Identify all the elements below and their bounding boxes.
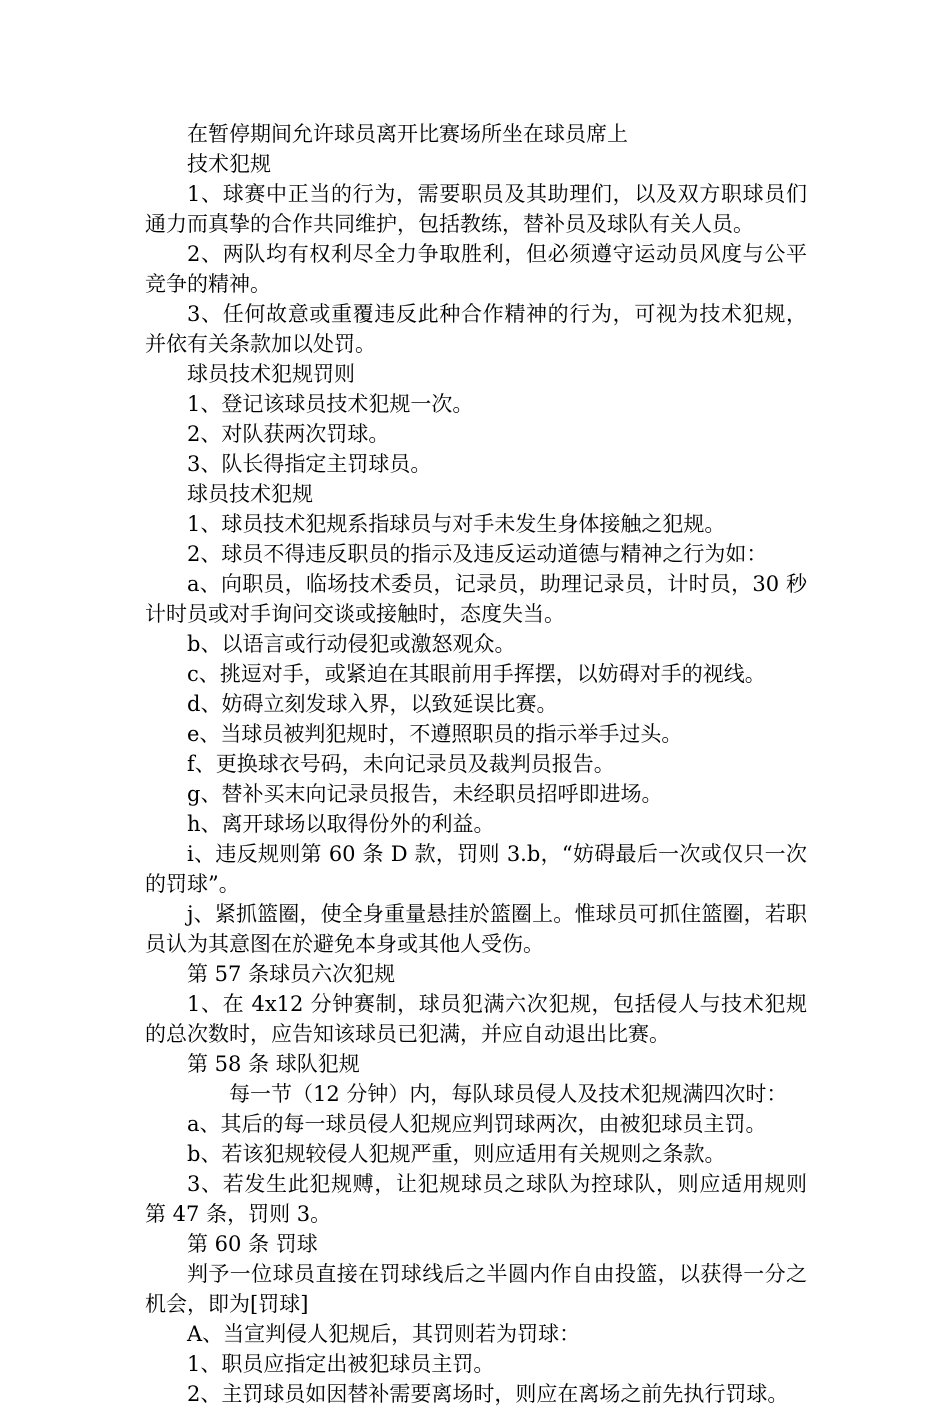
paragraph: 第 60 条 罚球: [187, 1232, 318, 1256]
paragraph: A、当宣判侵人犯规后，其罚则若为罚球：: [187, 1322, 581, 1346]
paragraph: b、以语言或行动侵犯或激怒观众。: [187, 632, 516, 656]
paragraph: 2、对队获两次罚球。: [187, 422, 390, 446]
paragraph: 2、两队均有权利尽全力争取胜利，但必须遵守运动员风度与公平竞争的精神。: [145, 242, 807, 296]
paragraph: 1、球员技术犯规系指球员与对手未发生身体接触之犯规。: [187, 512, 726, 536]
paragraph: j、紧抓篮圈，使全身重量悬挂於篮圈上。惟球员可抓住篮圈，若职员认为其意图在於避免本身或其他人受伤。: [145, 902, 807, 956]
paragraph: 判予一位球员直接在罚球线后之半圆内作自由投篮，以获得一分之机会，即为[罚球]: [145, 1262, 807, 1316]
paragraph: 1、在 4x12 分钟赛制，球员犯满六次犯规，包括侵人与技术犯规的总次数时，应告知该球员已犯满，并应自动退出比赛。: [145, 992, 807, 1046]
paragraph: 2、球员不得违反职员的指示及违反运动道德与精神之行为如：: [187, 542, 768, 566]
paragraph: 1、职员应指定出被犯球员主罚。: [187, 1352, 495, 1376]
paragraph: 球员技术犯规: [187, 482, 313, 506]
paragraph: g、替补买末向记录员报告，未经职员招呼即进场。: [187, 782, 663, 806]
paragraph: 每一节（12 分钟）内，每队球员侵人及技术犯规满四次时：: [229, 1082, 788, 1106]
paragraph: 第 58 条 球队犯规: [187, 1052, 360, 1076]
paragraph: 在暂停期间允许球员离开比赛场所坐在球员席上: [187, 122, 628, 146]
paragraph: 3、任何故意或重覆违反此种合作精神的行为，可视为技术犯规，并依有关条款加以处罚。: [145, 302, 807, 356]
document-body: [145, 119, 807, 1409]
paragraph: 3、若发生此犯规赙，让犯规球员之球队为控球队，则应适用规则第 47 条，罚则 3。: [145, 1172, 807, 1226]
paragraph: 技术犯规: [187, 152, 271, 176]
paragraph: a、向职员，临场技术委员，记录员，助理记录员，计时员，30 秒计时员或对手询问交谈或接触时，态度失当。: [145, 572, 807, 626]
paragraph: e、当球员被判犯规时，不遵照职员的指示举手过头。: [187, 722, 683, 746]
paragraph: 3、队长得指定主罚球员。: [187, 452, 432, 476]
paragraph: d、妨碍立刻发球入界，以致延误比赛。: [187, 692, 558, 716]
paragraph: c、挑逗对手，或紧迫在其眼前用手挥摆，以妨碍对手的视线。: [187, 662, 766, 686]
paragraph: 第 57 条球员六次犯规: [187, 962, 396, 986]
paragraph: 1、球赛中正当的行为，需要职员及其助理们，以及双方职球员们通力而真挚的合作共同维护，包括教练，替补员及球队有关人员。: [145, 182, 807, 236]
paragraph: 1、登记该球员技术犯规一次。: [187, 392, 474, 416]
paragraph: b、若该犯规较侵人犯规严重，则应适用有关规则之条款。: [187, 1142, 726, 1166]
paragraph: h、离开球场以取得份外的利益。: [187, 812, 495, 836]
paragraph: f、更换球衣号码，未向记录员及裁判员报告。: [187, 752, 615, 776]
paragraph: a、其后的每一球员侵人犯规应判罚球两次，由被犯球员主罚。: [187, 1112, 767, 1136]
paragraph: i、违反规则第 60 条 D 款，罚则 3.b，“妨碍最后一次或仅只一次的罚球”。: [145, 842, 807, 896]
paragraph: 球员技术犯规罚则: [187, 362, 355, 386]
paragraph: 2、主罚球员如因替补需要离场时，则应在离场之前先执行罚球。: [187, 1382, 789, 1406]
